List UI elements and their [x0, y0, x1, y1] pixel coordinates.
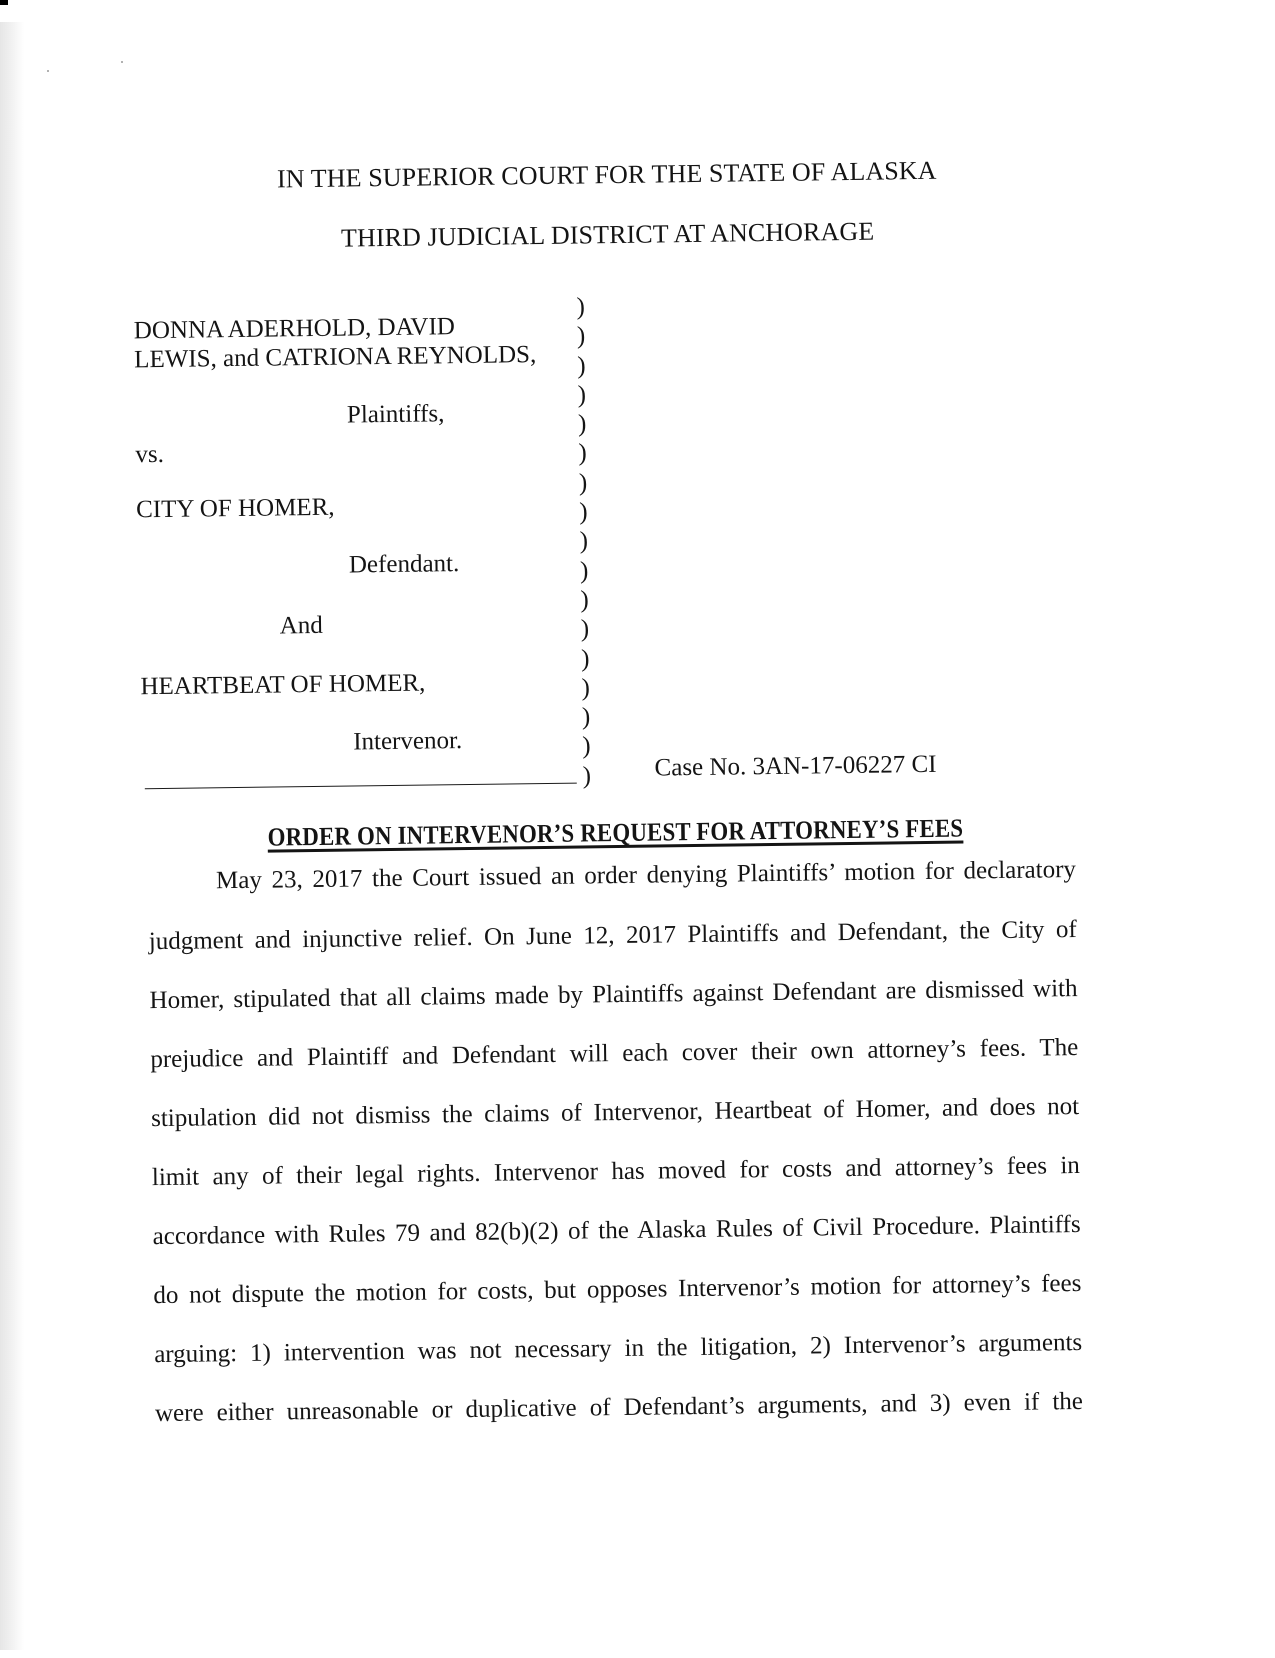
caption-paren: ) — [580, 615, 590, 643]
caption-paren: ) — [576, 322, 586, 350]
caption-paren: ) — [582, 762, 592, 790]
caption-paren: ) — [577, 410, 587, 438]
body-line: limit any of their legal rights. Intervenor has moved for costs and attorney’s fees in — [151, 1152, 1081, 1192]
order-title: ORDER ON INTERVENOR’S REQUEST FOR ATTORNEY’S FEES — [267, 813, 964, 852]
caption-paren: ) — [576, 293, 586, 321]
defendant-role: Defendant. — [348, 550, 460, 579]
plaintiffs-role: Plaintiffs, — [346, 400, 445, 429]
caption-paren: ) — [577, 381, 587, 409]
versus: vs. — [135, 440, 165, 469]
caption-divider — [145, 783, 577, 790]
body-line: arguing: 1) intervention was not necessary in the litigation, 2) Intervenor’s arguments — [154, 1328, 1083, 1369]
caption-paren: ) — [582, 732, 591, 760]
body-line: accordance with Rules 79 and 82(b)(2) of the Alaska Rules of Civil Procedure. Plaintiffs — [152, 1211, 1081, 1251]
body-line: Homer, stipulated that all claims made by Plaintiffs against Defendant are dismissed with — [149, 975, 1078, 1015]
caption-paren: ) — [578, 439, 587, 467]
body-line: prejudice and Plaintiff and Defendant will each cover their own attorney’s fees. The — [150, 1034, 1079, 1074]
scan-artifact — [0, 0, 8, 5]
caption-paren: ) — [581, 674, 591, 702]
caption-paren: ) — [577, 352, 586, 380]
body-line: judgment and injunctive relief. On June 12, 2017 Plaintiffs and Defendant, the City of — [148, 916, 1077, 956]
body-line: stipulation did not dismiss the claims of Intervenor, Heartbeat of Homer, and does not — [150, 1093, 1080, 1133]
caption-paren: ) — [581, 703, 591, 731]
body-line: were either unreasonable or duplicative of Defendant’s arguments, and 3) even if the — [154, 1387, 1084, 1428]
caption-paren: ) — [578, 469, 588, 497]
intervenor-role: Intervenor. — [353, 727, 463, 756]
caption-paren: ) — [580, 644, 590, 673]
caption-parenthesis-column — [576, 292, 591, 790]
case-number: Case No. 3AN-17-06227 CI — [654, 750, 937, 782]
caption-paren: ) — [579, 557, 589, 585]
court-name: IN THE SUPERIOR COURT FOR THE STATE OF ALASKA — [276, 155, 937, 194]
caption-paren: ) — [579, 498, 588, 526]
case-caption — [133, 301, 573, 756]
caption-paren: ) — [580, 586, 589, 614]
court-district: THIRD JUDICIAL DISTRICT AT ANCHORAGE — [340, 216, 875, 253]
caption-paren: ) — [579, 527, 589, 555]
conjunction: And — [279, 611, 323, 640]
plaintiffs-names-line1: DONNA ADERHOLD, DAVID — [133, 313, 456, 345]
defendant-name: CITY OF HOMER, — [135, 493, 335, 524]
body-line: May 23, 2017 the Court issued an order denying Plaintiffs’ motion for declaratory — [215, 856, 1077, 895]
body-line: do not dispute the motion for costs, but opposes Intervenor’s motion for attorney’s fees — [153, 1270, 1082, 1310]
intervenor-name: HEARTBEAT OF HOMER, — [140, 669, 426, 701]
plaintiffs-names-line2: LEWIS, and CATRIONA REYNOLDS, — [134, 341, 537, 374]
